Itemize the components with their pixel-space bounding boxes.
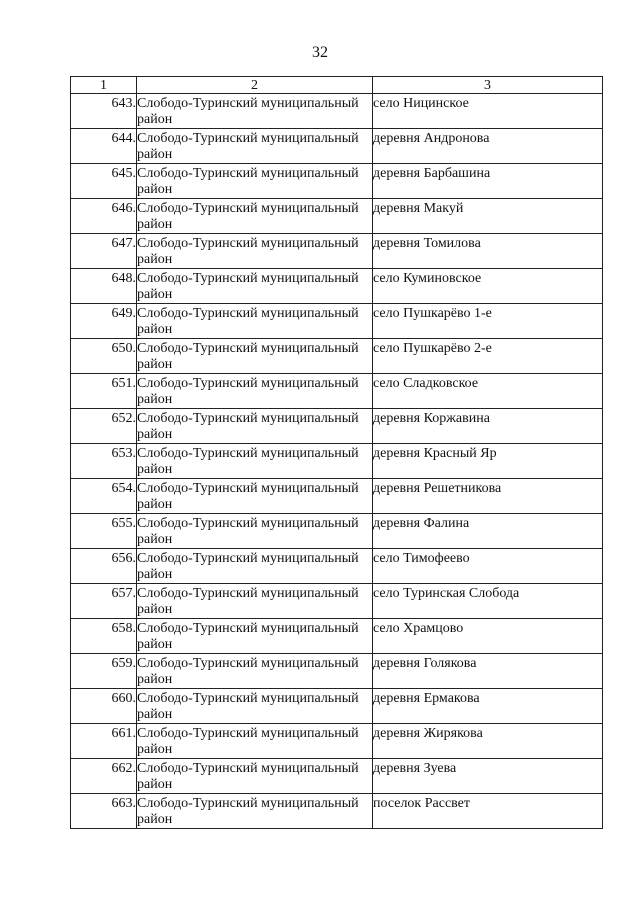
table-row	[71, 374, 603, 409]
settlement-name: деревня Зуева	[373, 759, 603, 794]
row-number: 657.	[71, 584, 137, 619]
district-name: Слободо-Туринский муниципальный район	[137, 794, 373, 829]
table-row	[71, 304, 603, 339]
district-name: Слободо-Туринский муниципальный район	[137, 549, 373, 584]
settlement-name: село Пушкарёво 2-е	[373, 339, 603, 374]
settlement-name: село Куминовское	[373, 269, 603, 304]
district-name: Слободо-Туринский муниципальный район	[137, 479, 373, 514]
table-row	[71, 514, 603, 549]
settlement-name: деревня Макуй	[373, 199, 603, 234]
table-row	[71, 724, 603, 759]
table-row	[71, 199, 603, 234]
table-row	[71, 94, 603, 129]
table-row	[71, 164, 603, 199]
district-name: Слободо-Туринский муниципальный район	[137, 514, 373, 549]
table-body	[71, 94, 603, 829]
settlement-name: село Пушкарёво 1-е	[373, 304, 603, 339]
table-row	[71, 689, 603, 724]
row-number: 651.	[71, 374, 137, 409]
settlement-name: деревня Ермакова	[373, 689, 603, 724]
district-name: Слободо-Туринский муниципальный район	[137, 584, 373, 619]
district-name: Слободо-Туринский муниципальный район	[137, 269, 373, 304]
table-row	[71, 269, 603, 304]
row-number: 652.	[71, 409, 137, 444]
settlement-name: деревня Томилова	[373, 234, 603, 269]
row-number: 658.	[71, 619, 137, 654]
table-row	[71, 339, 603, 374]
row-number: 650.	[71, 339, 137, 374]
row-number: 663.	[71, 794, 137, 829]
row-number: 643.	[71, 94, 137, 129]
district-name: Слободо-Туринский муниципальный район	[137, 654, 373, 689]
table-row	[71, 409, 603, 444]
district-name: Слободо-Туринский муниципальный район	[137, 374, 373, 409]
settlement-name: деревня Коржавина	[373, 409, 603, 444]
settlement-name: село Тимофеево	[373, 549, 603, 584]
district-name: Слободо-Туринский муниципальный район	[137, 689, 373, 724]
table-row	[71, 234, 603, 269]
settlement-name: село Туринская Слобода	[373, 584, 603, 619]
table-row	[71, 619, 603, 654]
row-number: 662.	[71, 759, 137, 794]
row-number: 655.	[71, 514, 137, 549]
table-row	[71, 759, 603, 794]
settlement-name: деревня Жирякова	[373, 724, 603, 759]
settlement-name: село Ницинское	[373, 94, 603, 129]
district-name: Слободо-Туринский муниципальный район	[137, 619, 373, 654]
settlement-name: деревня Андронова	[373, 129, 603, 164]
settlement-name: деревня Красный Яр	[373, 444, 603, 479]
district-name: Слободо-Туринский муниципальный район	[137, 199, 373, 234]
settlement-name: деревня Голякова	[373, 654, 603, 689]
settlement-name: деревня Фалина	[373, 514, 603, 549]
district-name: Слободо-Туринский муниципальный район	[137, 234, 373, 269]
row-number: 661.	[71, 724, 137, 759]
district-name: Слободо-Туринский муниципальный район	[137, 724, 373, 759]
row-number: 659.	[71, 654, 137, 689]
row-number: 646.	[71, 199, 137, 234]
row-number: 654.	[71, 479, 137, 514]
row-number: 660.	[71, 689, 137, 724]
settlements-table	[70, 76, 603, 829]
settlement-name: деревня Барбашина	[373, 164, 603, 199]
district-name: Слободо-Туринский муниципальный район	[137, 129, 373, 164]
table-row	[71, 549, 603, 584]
row-number: 653.	[71, 444, 137, 479]
table-row	[71, 129, 603, 164]
row-number: 647.	[71, 234, 137, 269]
page-number: 32	[312, 44, 328, 61]
district-name: Слободо-Туринский муниципальный район	[137, 759, 373, 794]
district-name: Слободо-Туринский муниципальный район	[137, 94, 373, 129]
table-header	[71, 77, 603, 94]
district-name: Слободо-Туринский муниципальный район	[137, 339, 373, 374]
district-name: Слободо-Туринский муниципальный район	[137, 444, 373, 479]
district-name: Слободо-Туринский муниципальный район	[137, 164, 373, 199]
row-number: 645.	[71, 164, 137, 199]
table-row	[71, 584, 603, 619]
column-header-2: 2	[137, 77, 373, 94]
table-row	[71, 794, 603, 829]
row-number: 648.	[71, 269, 137, 304]
column-header-1: 1	[71, 77, 137, 94]
settlement-name: село Храмцово	[373, 619, 603, 654]
table-row	[71, 479, 603, 514]
table-row	[71, 444, 603, 479]
row-number: 644.	[71, 129, 137, 164]
row-number: 656.	[71, 549, 137, 584]
district-name: Слободо-Туринский муниципальный район	[137, 304, 373, 339]
column-header-3: 3	[373, 77, 603, 94]
settlement-name: деревня Решетникова	[373, 479, 603, 514]
district-name: Слободо-Туринский муниципальный район	[137, 409, 373, 444]
table-row	[71, 654, 603, 689]
row-number: 649.	[71, 304, 137, 339]
header-row	[71, 77, 603, 94]
settlement-name: село Сладковское	[373, 374, 603, 409]
settlement-name: поселок Рассвет	[373, 794, 603, 829]
